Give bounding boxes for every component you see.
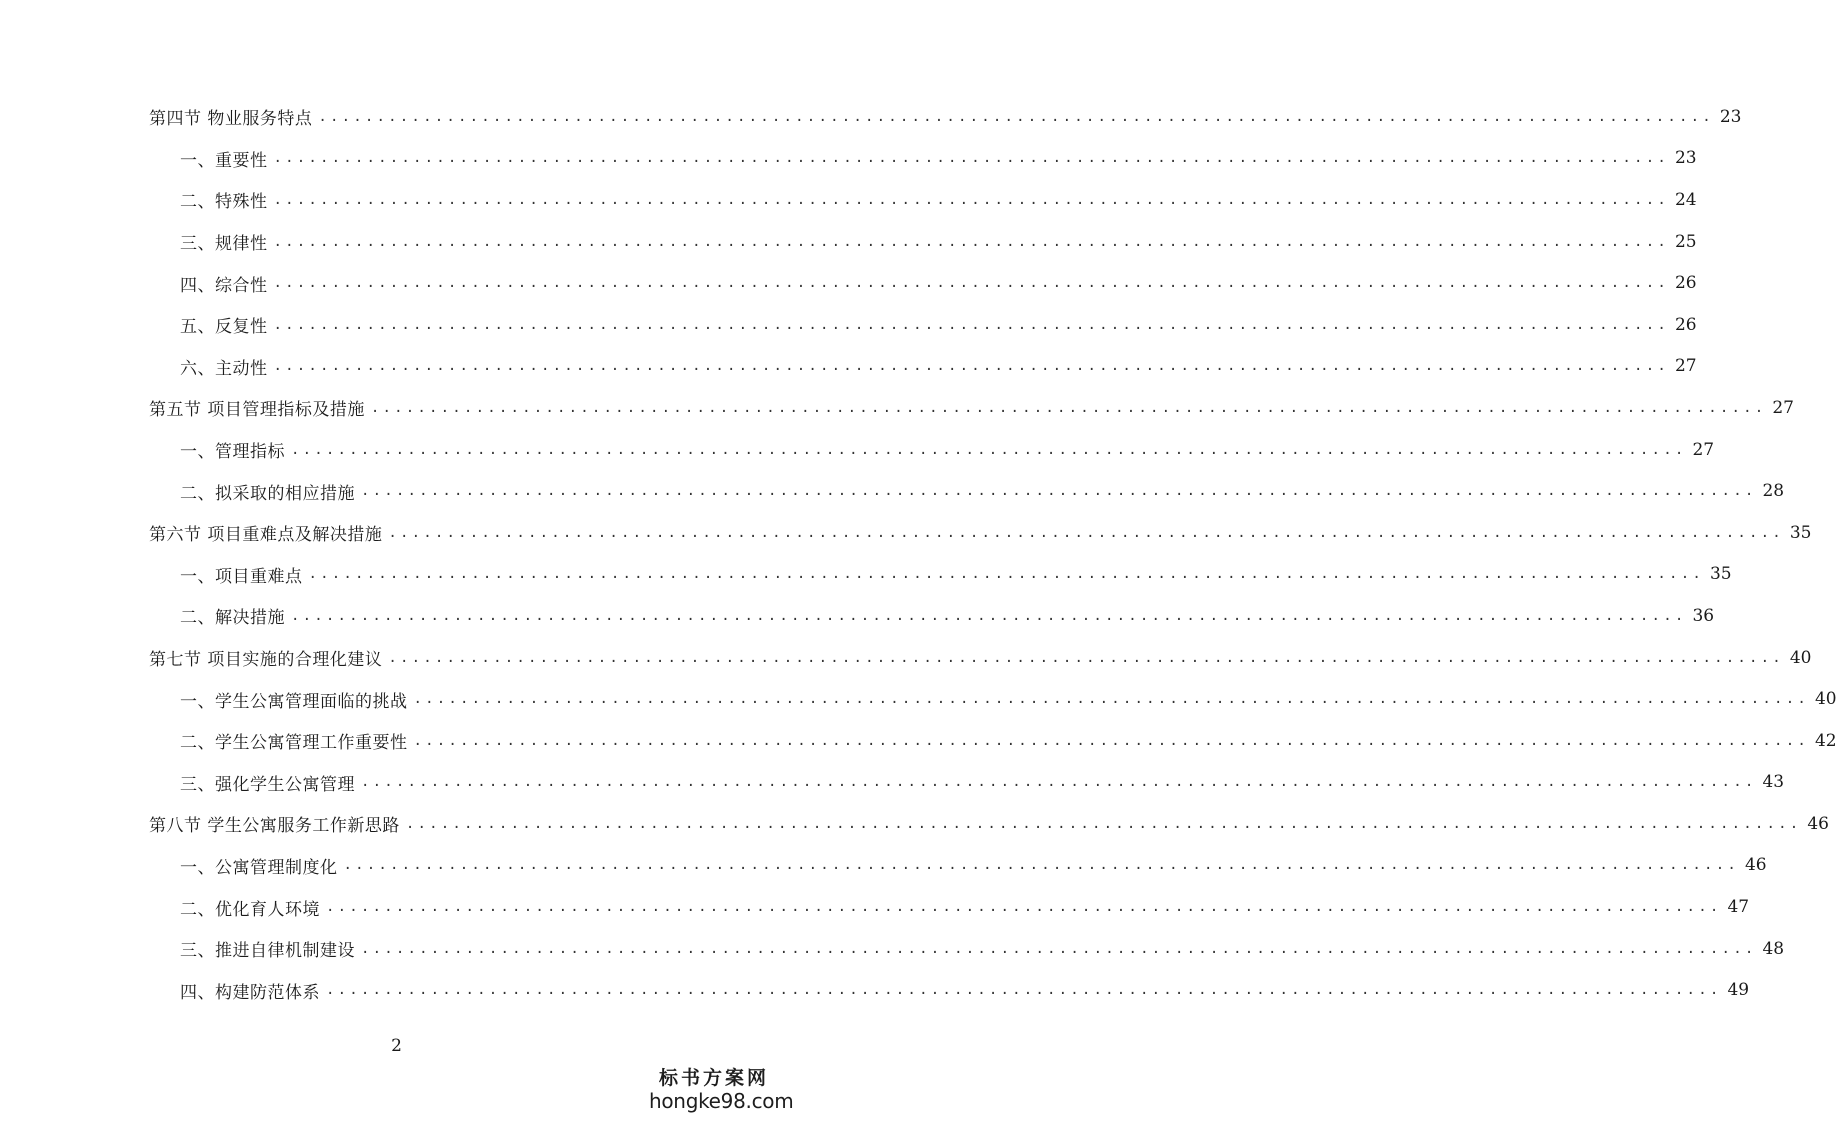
- toc-dot-leader: ........................................................................................................................: [388, 649, 1784, 666]
- toc-page-number: 35: [1709, 564, 1732, 585]
- toc-dot-leader: ........................................................................................................................: [273, 150, 1669, 167]
- toc-item-row: [0, 138, 1697, 180]
- page-number: 2: [391, 1036, 402, 1056]
- toc-entry-label: 一、重要性: [180, 150, 268, 171]
- toc-item-row: [0, 179, 1697, 221]
- toc-entry-label: 第七节 项目实施的合理化建议: [149, 650, 383, 671]
- toc-dot-leader: ........................................................................................................................: [308, 566, 1704, 583]
- toc-section-row: [0, 637, 1812, 679]
- toc-dot-leader: ........................................................................................................................: [388, 524, 1784, 541]
- watermark-url: hongke98.com: [649, 1089, 794, 1113]
- toc-dot-leader: ........................................................................................................................: [361, 774, 1757, 791]
- toc-page-number: 27: [1674, 356, 1697, 377]
- toc-page-number: 28: [1762, 481, 1785, 502]
- toc-item-row: [0, 262, 1697, 304]
- toc-entry-label: 二、解决措施: [180, 608, 285, 629]
- toc-dot-leader: ........................................................................................................................: [273, 233, 1669, 250]
- toc-item-row: [0, 969, 1750, 1011]
- toc-entry-label: 一、项目重难点: [180, 566, 303, 587]
- toc-page-number: 26: [1674, 314, 1697, 335]
- toc-dot-leader: ........................................................................................................................: [361, 940, 1757, 957]
- toc-page-number: 25: [1674, 231, 1697, 252]
- toc-item-row: [0, 346, 1697, 388]
- toc-page-number: 26: [1674, 273, 1697, 294]
- toc-entry-label: 第六节 项目重难点及解决措施: [149, 525, 383, 546]
- table-of-contents: [0, 96, 1837, 1011]
- toc-page-number: 47: [1727, 897, 1750, 918]
- toc-item-row: [0, 429, 1715, 471]
- watermark: [649, 1066, 794, 1113]
- toc-entry-label: 四、综合性: [180, 275, 268, 296]
- toc-page-number: 46: [1807, 813, 1829, 834]
- toc-page-number: 48: [1762, 938, 1785, 959]
- toc-dot-leader: ........................................................................................................................: [413, 732, 1809, 749]
- toc-section-row: [0, 512, 1812, 554]
- toc-entry-label: 三、规律性: [180, 234, 268, 255]
- toc-dot-leader: ........................................................................................................................: [405, 815, 1802, 832]
- toc-page-number: 36: [1692, 605, 1715, 626]
- toc-page-number: 42: [1814, 730, 1837, 751]
- toc-item-row: [0, 762, 1785, 804]
- toc-section-row: [0, 803, 1829, 845]
- toc-dot-leader: ........................................................................................................................: [273, 275, 1669, 292]
- toc-entry-label: 二、优化育人环境: [180, 899, 320, 920]
- toc-page-number: 46: [1744, 855, 1767, 876]
- toc-entry-label: 二、特殊性: [180, 192, 268, 213]
- toc-dot-leader: ........................................................................................................................: [413, 691, 1809, 708]
- toc-entry-label: 四、构建防范体系: [180, 982, 320, 1003]
- toc-item-row: [0, 221, 1697, 263]
- toc-page-number: 24: [1674, 189, 1697, 210]
- toc-dot-leader: ........................................................................................................................: [273, 191, 1669, 208]
- toc-dot-leader: ........................................................................................................................: [291, 607, 1687, 624]
- toc-item-row: [0, 678, 1837, 720]
- toc-section-row: [0, 387, 1794, 429]
- toc-page-number: 27: [1772, 397, 1794, 418]
- toc-page-number: 40: [1814, 689, 1837, 710]
- toc-dot-leader: ........................................................................................................................: [361, 483, 1757, 500]
- toc-page-number: 40: [1789, 647, 1812, 668]
- toc-dot-leader: ........................................................................................................................: [343, 857, 1739, 874]
- toc-dot-leader: ........................................................................................................................: [273, 316, 1669, 333]
- toc-entry-label: 一、管理指标: [180, 442, 285, 463]
- toc-page-number: 49: [1727, 980, 1750, 1001]
- toc-page-number: 27: [1692, 439, 1715, 460]
- toc-entry-label: 六、主动性: [180, 358, 268, 379]
- toc-entry-label: 一、学生公寓管理面临的挑战: [180, 691, 408, 712]
- toc-dot-leader: ........................................................................................................................: [326, 982, 1722, 999]
- toc-dot-leader: ........................................................................................................................: [318, 108, 1714, 125]
- toc-entry-label: 二、拟采取的相应措施: [180, 483, 355, 504]
- toc-dot-leader: ........................................................................................................................: [291, 441, 1687, 458]
- toc-item-row: [0, 470, 1785, 512]
- toc-page-number: 43: [1762, 772, 1785, 793]
- toc-item-row: [0, 886, 1750, 928]
- toc-item-row: [0, 595, 1715, 637]
- toc-dot-leader: ........................................................................................................................: [273, 358, 1669, 375]
- toc-entry-label: 一、公寓管理制度化: [180, 857, 338, 878]
- toc-dot-leader: ........................................................................................................................: [370, 399, 1767, 416]
- toc-entry-label: 三、强化学生公寓管理: [180, 774, 355, 795]
- toc-entry-label: 三、推进自律机制建设: [180, 941, 355, 962]
- watermark-site-name: 标书方案网: [658, 1067, 769, 1089]
- toc-section-row: [0, 96, 1742, 138]
- toc-entry-label: 第五节 项目管理指标及措施: [149, 400, 365, 421]
- toc-item-row: [0, 554, 1732, 596]
- toc-page-number: 23: [1719, 106, 1742, 127]
- toc-page-number: 23: [1674, 148, 1697, 169]
- toc-entry-label: 二、学生公寓管理工作重要性: [180, 733, 408, 754]
- toc-dot-leader: ........................................................................................................................: [326, 899, 1722, 916]
- toc-item-row: [0, 720, 1837, 762]
- toc-entry-label: 第四节 物业服务特点: [149, 109, 313, 130]
- toc-entry-label: 第八节 学生公寓服务工作新思路: [149, 816, 400, 837]
- toc-item-row: [0, 304, 1697, 346]
- toc-entry-label: 五、反复性: [180, 317, 268, 338]
- toc-item-row: [0, 928, 1785, 970]
- toc-page-number: 35: [1789, 522, 1812, 543]
- toc-item-row: [0, 845, 1767, 887]
